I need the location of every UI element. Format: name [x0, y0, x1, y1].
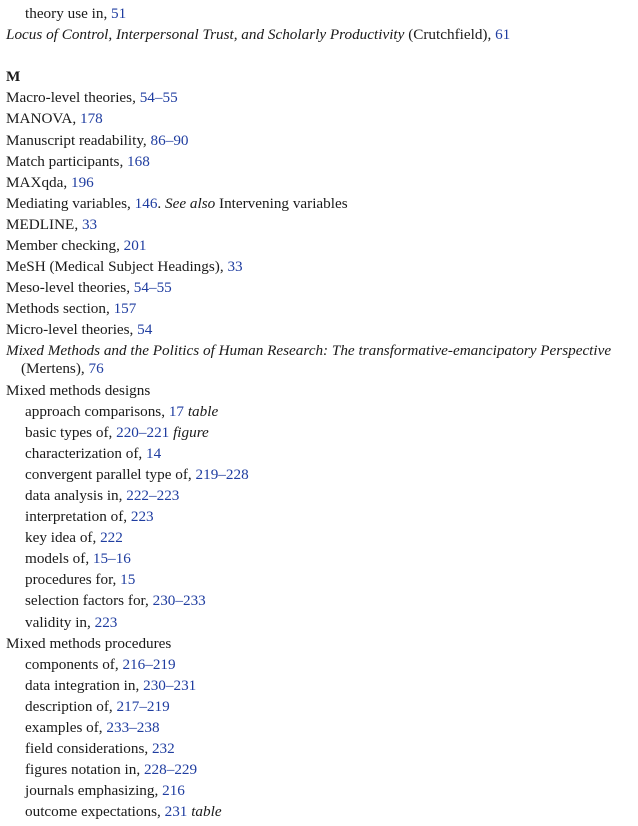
entry-text: Macro-level theories,: [6, 89, 140, 107]
page-reference-link[interactable]: 231: [164, 803, 188, 821]
entry-text: .: [157, 194, 166, 212]
page-reference-link[interactable]: 178: [79, 110, 103, 128]
page-reference-link[interactable]: 33: [227, 258, 243, 276]
entry-text: Micro-level theories,: [6, 321, 138, 339]
page-reference-link[interactable]: 223: [130, 508, 154, 526]
index-entry: [6, 298, 632, 319]
page-reference-link[interactable]: 219–228: [195, 465, 249, 483]
entry-text: M: [6, 68, 21, 86]
entry-text: procedures for,: [25, 571, 121, 589]
entry-text: models of,: [25, 550, 93, 568]
italic-text: table: [187, 803, 222, 821]
entry-text: selection factors for,: [25, 592, 153, 610]
page-reference-link[interactable]: 230–231: [143, 676, 197, 694]
entry-text: Mixed methods procedures: [6, 634, 172, 652]
entry-text: interpretation of,: [25, 508, 131, 526]
page-reference-link[interactable]: 15–16: [92, 550, 131, 568]
page-reference-link[interactable]: 216–219: [122, 655, 176, 673]
page-reference-link[interactable]: 54–55: [133, 279, 172, 297]
entry-text: MAXqda,: [6, 173, 71, 191]
italic-text: Mixed Methods and the Politics of Human Research: The transformative-emancipatory Perspective: [6, 341, 612, 359]
page-reference-link[interactable]: 51: [111, 5, 127, 22]
index-subentry: [6, 717, 632, 738]
entry-text: characterization of,: [25, 444, 147, 462]
index-subentry: [6, 759, 632, 780]
index-subentry: [6, 548, 632, 569]
index-entry: [6, 24, 632, 45]
index-subentry: [6, 422, 632, 443]
index-entry: [6, 319, 632, 340]
italic-text: table: [184, 402, 219, 420]
page-reference-link[interactable]: 217–219: [116, 697, 170, 715]
page-reference-link[interactable]: 157: [113, 300, 137, 318]
index-entry: [6, 108, 632, 129]
index-entry: [6, 342, 632, 379]
page-reference-link[interactable]: 61: [495, 26, 511, 44]
page-reference-link[interactable]: 233–238: [106, 719, 160, 736]
page-reference-link[interactable]: 14: [146, 444, 162, 462]
entry-text: MeSH (Medical Subject Headings),: [6, 258, 228, 276]
entry-text: description of,: [25, 697, 117, 715]
entry-text: theory use in,: [25, 5, 112, 22]
entry-text: approach comparisons,: [25, 402, 169, 420]
italic-text: See also: [165, 194, 216, 212]
index-entry: [6, 193, 632, 214]
index-subentry: [6, 569, 632, 590]
index-entry: [6, 151, 632, 172]
page-reference-link[interactable]: 15: [120, 571, 136, 589]
page-reference-link[interactable]: 76: [88, 360, 104, 377]
entry-text: MANOVA,: [6, 110, 80, 128]
entry-text: key idea of,: [25, 529, 101, 547]
italic-text: Locus of Control, Interpersonal Trust, and Scholarly Productivity: [6, 26, 405, 44]
index-subentry: [6, 485, 632, 506]
page-reference-link[interactable]: 232: [151, 740, 175, 758]
index-subentry: [6, 654, 632, 675]
index-subentry: [6, 590, 632, 611]
index-subentry: [6, 801, 632, 822]
index-entry: [6, 256, 632, 277]
entry-text: basic types of,: [25, 423, 117, 441]
index-entry: [6, 214, 632, 235]
page-reference-link[interactable]: 222–223: [126, 486, 180, 504]
index-entry: [6, 130, 632, 151]
page-reference-link[interactable]: 223: [94, 613, 118, 631]
page-reference-link[interactable]: 230–233: [152, 592, 206, 610]
entry-text: journals emphasizing,: [25, 782, 163, 800]
index-subentry: [6, 506, 632, 527]
entry-text: components of,: [25, 655, 123, 673]
page-reference-link[interactable]: 201: [123, 237, 147, 255]
index-subentry: [6, 738, 632, 759]
entry-text: examples of,: [25, 719, 107, 736]
page-reference-link[interactable]: 168: [127, 152, 150, 170]
page-reference-link[interactable]: 54: [137, 321, 153, 339]
index-entry: [6, 235, 632, 256]
italic-text: figure: [169, 423, 209, 441]
page-reference-link[interactable]: 17: [168, 402, 185, 420]
entry-text: Manuscript readability,: [6, 131, 151, 149]
entry-text: figures notation in,: [25, 761, 144, 779]
page-reference-link[interactable]: 216: [162, 782, 185, 800]
page-reference-link[interactable]: 33: [81, 215, 98, 233]
index-entry: [6, 172, 632, 193]
entry-text: Mixed methods designs: [6, 381, 151, 399]
page-reference-link[interactable]: 220–221: [116, 423, 170, 441]
entry-text: convergent parallel type of,: [25, 465, 196, 483]
index-subentry: [6, 443, 632, 464]
entry-text: (Mertens),: [21, 360, 89, 377]
entry-text: validity in,: [25, 613, 95, 631]
page-reference-link[interactable]: 196: [70, 173, 94, 191]
index-subentry: [6, 612, 632, 633]
index-entry: [6, 87, 632, 108]
index-subentry: [6, 696, 632, 717]
index-page: [6, 3, 632, 822]
page-reference-link[interactable]: 222: [100, 529, 123, 547]
page-reference-link[interactable]: 228–229: [143, 761, 198, 779]
entry-text: Match participants,: [6, 152, 128, 170]
entry-text: Meso-level theories,: [6, 279, 134, 297]
entry-text: outcome expectations,: [25, 803, 165, 821]
page-reference-link[interactable]: 86–90: [150, 131, 189, 149]
entry-text: MEDLINE,: [6, 215, 82, 233]
entry-text: Mediating variables,: [6, 194, 135, 212]
index-subentry: [6, 401, 632, 422]
page-reference-link[interactable]: 54–55: [139, 89, 178, 107]
entry-text: data analysis in,: [25, 486, 127, 504]
entry-text: Methods section,: [6, 300, 114, 318]
index-entry: [6, 380, 632, 401]
index-subentry: [6, 780, 632, 801]
entry-text: data integration in,: [25, 676, 144, 694]
index-subentry: [6, 3, 632, 24]
index-subentry: [6, 675, 632, 696]
section-gap: [6, 45, 632, 66]
index-entry: [6, 633, 632, 654]
index-subentry: [6, 464, 632, 485]
index-subentry: [6, 527, 632, 548]
entry-text: field considerations,: [25, 740, 152, 758]
page-reference-link[interactable]: 146: [134, 194, 158, 212]
entry-text: (Crutchfield),: [404, 26, 496, 44]
section-letter-heading: [6, 66, 632, 87]
entry-text: Member checking,: [6, 237, 124, 255]
index-entry: [6, 277, 632, 298]
entry-text: Intervening variables: [215, 194, 348, 212]
